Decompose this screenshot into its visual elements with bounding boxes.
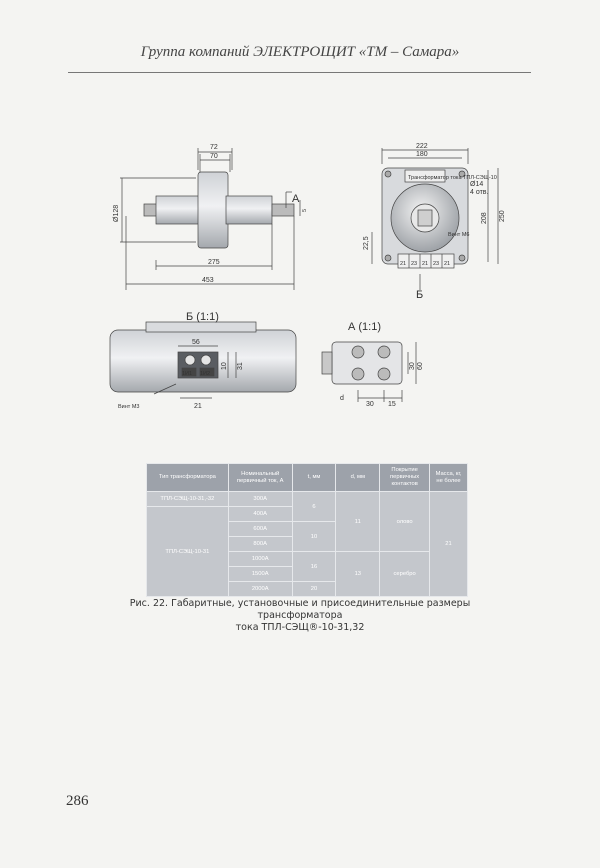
cell-coating: серебро	[380, 552, 430, 597]
col-t: t, мм	[292, 464, 336, 492]
dim-d: d	[340, 395, 344, 402]
caption-line-2: тока ТПЛ-СЭЩ®-10-31,32	[235, 622, 365, 633]
view-arrow-a: А	[292, 193, 300, 205]
dim-a-30-bottom: 30	[366, 401, 374, 408]
col-type: Тип трансформатора	[147, 464, 229, 492]
cell-t: 6	[292, 492, 336, 522]
cell-mass: 21	[430, 492, 468, 597]
dim-180: 180	[416, 151, 428, 158]
table-header-row	[147, 464, 468, 492]
right-terminal-bar	[272, 204, 294, 216]
cell-current: 800А	[228, 537, 292, 552]
dim-56: 56	[192, 339, 200, 346]
dim-72: 72	[210, 144, 218, 151]
dim-23-b: 23	[433, 261, 440, 267]
side-view	[120, 148, 300, 290]
cell-d: 13	[336, 552, 380, 597]
col-coating: Покрытие первичных контактов	[380, 464, 430, 492]
dim-23-a: 23	[411, 261, 418, 267]
dim-15: 15	[388, 401, 396, 408]
dim-5: 5	[302, 208, 308, 212]
cell-current: 600А	[228, 522, 292, 537]
terminal-1i1: 1И1	[182, 371, 193, 377]
technical-drawing	[96, 124, 506, 446]
cell-t: 10	[292, 522, 336, 552]
dim-60: 60	[417, 362, 424, 370]
terminal-1i2: 1И2	[200, 371, 211, 377]
cell-current: 1000А	[228, 552, 292, 567]
dim-21-c: 21	[444, 261, 451, 267]
dim-4-holes: 4 отв.	[470, 189, 489, 196]
caption-line-1: Рис. 22. Габаритные, установочные и присоединительные размеры трансформатора	[129, 598, 471, 621]
dim-453: 453	[202, 277, 214, 284]
table-row	[147, 492, 468, 507]
cell-coating: олово	[380, 492, 430, 552]
nameplate: Трансформатор тока ТПЛ-СЭЩ-10	[408, 175, 497, 181]
dim-10: 10	[221, 362, 228, 370]
view-arrow-b: Б	[416, 289, 424, 301]
cell-t: 20	[292, 582, 336, 597]
drawing-svg	[96, 124, 506, 446]
view-a-title: А (1:1)	[348, 321, 382, 333]
view-b	[110, 322, 296, 398]
front-view	[372, 148, 498, 290]
cell-current: 1500А	[228, 567, 292, 582]
dim-21-a: 21	[400, 261, 407, 267]
view-b-title: Б (1:1)	[186, 311, 219, 323]
screw-m3-label: Винт М3	[118, 404, 140, 410]
cell-current: 400А	[228, 507, 292, 522]
spec-table	[146, 463, 468, 597]
side-body-left	[156, 196, 200, 224]
screw-m6-label: Винт М6	[448, 232, 470, 238]
cell-current: 300А	[228, 492, 292, 507]
dim-250: 250	[499, 210, 506, 222]
cell-type: ТПЛ-СЭЩ-10-31	[147, 507, 229, 597]
side-body-right	[226, 196, 272, 224]
dim-275: 275	[208, 259, 220, 266]
col-d: d, мм	[336, 464, 380, 492]
dim-diameter-128: Ø128	[113, 204, 120, 222]
dim-70: 70	[210, 153, 218, 160]
dim-a-30: 30	[409, 362, 416, 370]
cell-current: 2000А	[228, 582, 292, 597]
col-mass: Масса, кг, не более	[430, 464, 468, 492]
dim-diameter-14: Ø14	[470, 181, 484, 188]
view-a	[322, 342, 416, 402]
cell-t: 16	[292, 552, 336, 582]
running-header: Группа компаний ЭЛЕКТРОЩИТ «ТМ – Самара»	[140, 44, 460, 60]
dim-21-b: 21	[422, 261, 429, 267]
figure-caption	[100, 598, 500, 634]
side-core	[198, 172, 228, 248]
dim-31: 31	[237, 362, 244, 370]
dim-222: 222	[416, 143, 428, 150]
col-current: Номинальный первичный ток, А	[228, 464, 292, 492]
page-number: 286	[66, 793, 89, 809]
header-rule	[68, 72, 531, 73]
cell-type: ТПЛ-СЭЩ-10-31,-32	[147, 492, 229, 507]
dim-21: 21	[194, 403, 202, 410]
cell-d: 11	[336, 492, 380, 552]
dim-208: 208	[481, 212, 488, 224]
dim-22-5: 22,5	[363, 236, 370, 250]
